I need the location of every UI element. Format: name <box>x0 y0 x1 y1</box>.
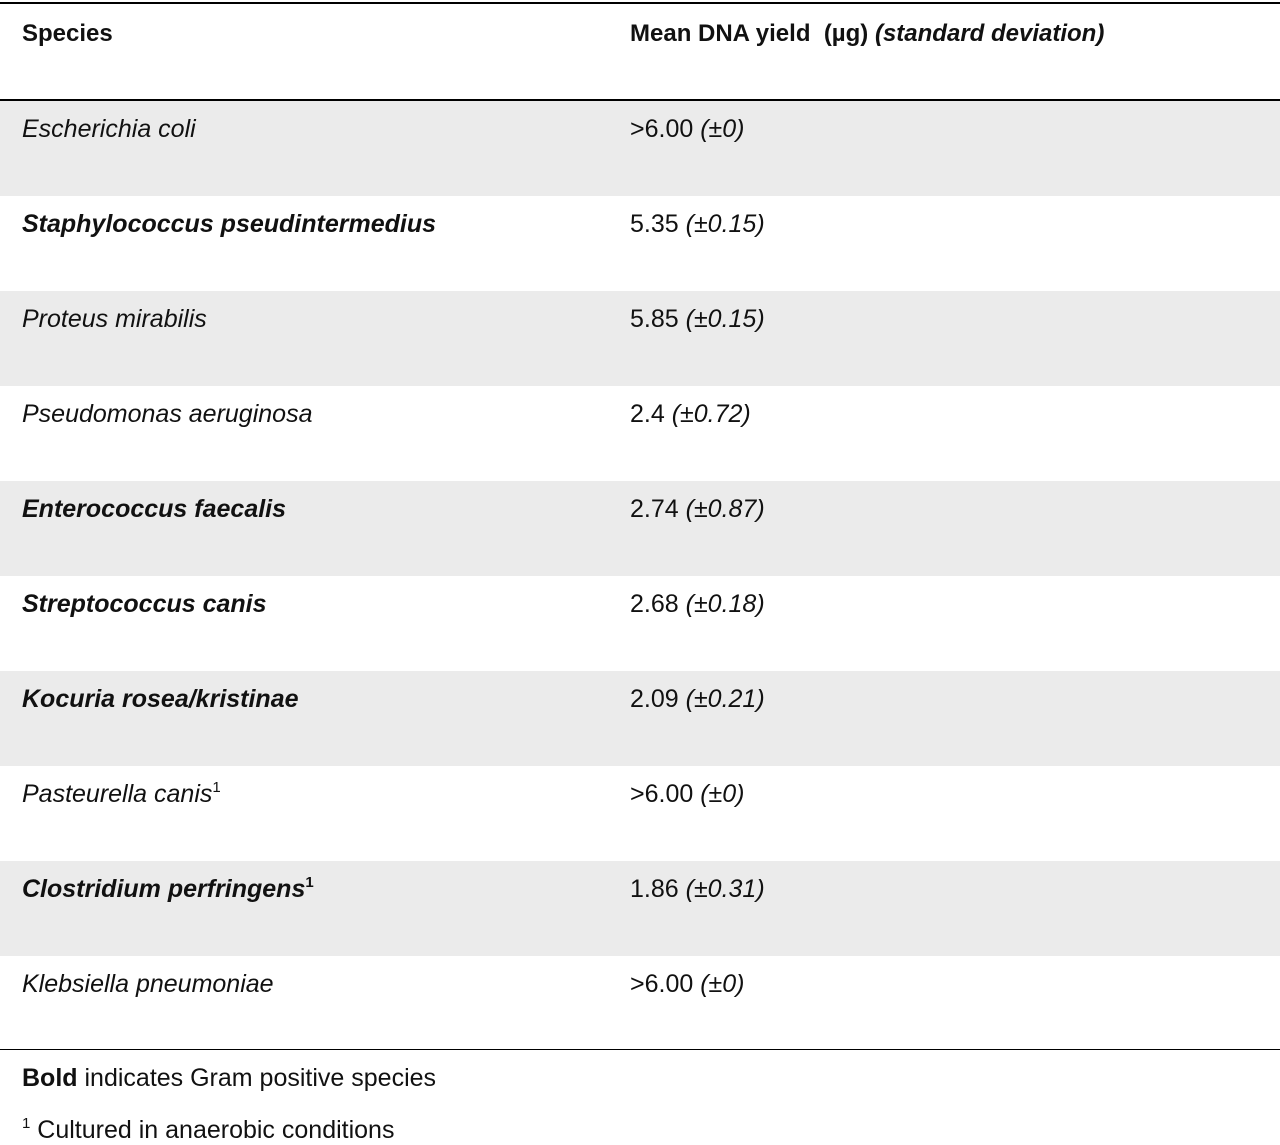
yield-sd: (±0.15) <box>685 305 765 333</box>
species-name: Streptococcus canis <box>22 590 267 618</box>
yield-sd: (±0.21) <box>685 685 765 713</box>
header-sd-label: (standard deviation) <box>874 20 1105 47</box>
yield-cell <box>630 875 765 904</box>
species-cell <box>22 780 221 809</box>
table-row <box>0 766 1280 861</box>
table-row <box>0 481 1280 576</box>
table-row <box>0 291 1280 386</box>
footnote-anaerobic-text: Cultured in anaerobic conditions <box>30 1116 395 1144</box>
yield-value: 5.35 <box>630 210 679 238</box>
table-body <box>0 101 1280 1051</box>
yield-cell <box>630 685 765 714</box>
species-cell <box>22 875 314 904</box>
table-row <box>0 861 1280 956</box>
table-bottom-rule <box>0 1049 1280 1050</box>
footnote-gram-positive <box>22 1064 436 1093</box>
species-cell <box>22 970 274 999</box>
species-name: Pseudomonas aeruginosa <box>22 400 313 428</box>
yield-sd: (±0) <box>700 780 745 808</box>
species-name: Clostridium perfringens <box>22 875 306 903</box>
table-row <box>0 101 1280 196</box>
species-name: Klebsiella pneumoniae <box>22 970 274 998</box>
species-cell <box>22 685 299 714</box>
yield-value: 2.68 <box>630 590 679 618</box>
table-row <box>0 386 1280 481</box>
species-name: Pasteurella canis <box>22 780 213 808</box>
species-name: Enterococcus faecalis <box>22 495 287 523</box>
table-header <box>0 4 1280 99</box>
species-cell <box>22 115 196 144</box>
yield-sd: (±0.87) <box>685 495 765 523</box>
yield-value: 2.09 <box>630 685 679 713</box>
footnote-marker: 1 <box>22 1115 31 1132</box>
species-cell <box>22 400 312 429</box>
yield-sd: (±0) <box>700 115 745 143</box>
footnote-bold-text: indicates Gram positive species <box>77 1064 437 1092</box>
yield-sd: (±0) <box>700 970 745 998</box>
species-cell <box>22 305 207 334</box>
species-name: Staphylococcus pseudintermedius <box>22 210 436 238</box>
header-yield-label: Mean DNA yield (µg) <box>630 20 869 47</box>
yield-sd: (±0.18) <box>685 590 765 618</box>
yield-cell <box>630 210 765 239</box>
species-cell <box>22 590 267 619</box>
yield-cell <box>630 780 745 809</box>
table-row <box>0 196 1280 291</box>
yield-cell <box>630 305 765 334</box>
yield-sd: (±0.72) <box>671 400 751 428</box>
header-species: Species <box>22 20 113 47</box>
species-name: Kocuria rosea/kristinae <box>22 685 299 713</box>
table-row <box>0 671 1280 766</box>
yield-value: 5.85 <box>630 305 679 333</box>
footnote-bold-word: Bold <box>22 1064 78 1092</box>
species-footnote-marker: 1 <box>212 779 221 796</box>
species-name: Escherichia coli <box>22 115 196 143</box>
yield-value: 2.74 <box>630 495 679 523</box>
yield-cell <box>630 590 765 619</box>
yield-sd: (±0.15) <box>685 210 765 238</box>
yield-value: >6.00 <box>630 780 694 808</box>
species-cell <box>22 210 436 239</box>
yield-value: 1.86 <box>630 875 679 903</box>
yield-cell <box>630 400 751 429</box>
yield-value: 2.4 <box>630 400 665 428</box>
yield-value: >6.00 <box>630 115 694 143</box>
yield-sd: (±0.31) <box>685 875 765 903</box>
header-yield <box>630 20 1104 48</box>
yield-cell <box>630 970 745 999</box>
yield-cell <box>630 495 765 524</box>
yield-value: >6.00 <box>630 970 694 998</box>
yield-cell <box>630 115 745 144</box>
table-row <box>0 956 1280 1051</box>
table-row <box>0 576 1280 671</box>
species-footnote-marker: 1 <box>305 874 314 891</box>
footnote-anaerobic <box>22 1116 394 1145</box>
species-cell <box>22 495 286 524</box>
species-name: Proteus mirabilis <box>22 305 207 333</box>
